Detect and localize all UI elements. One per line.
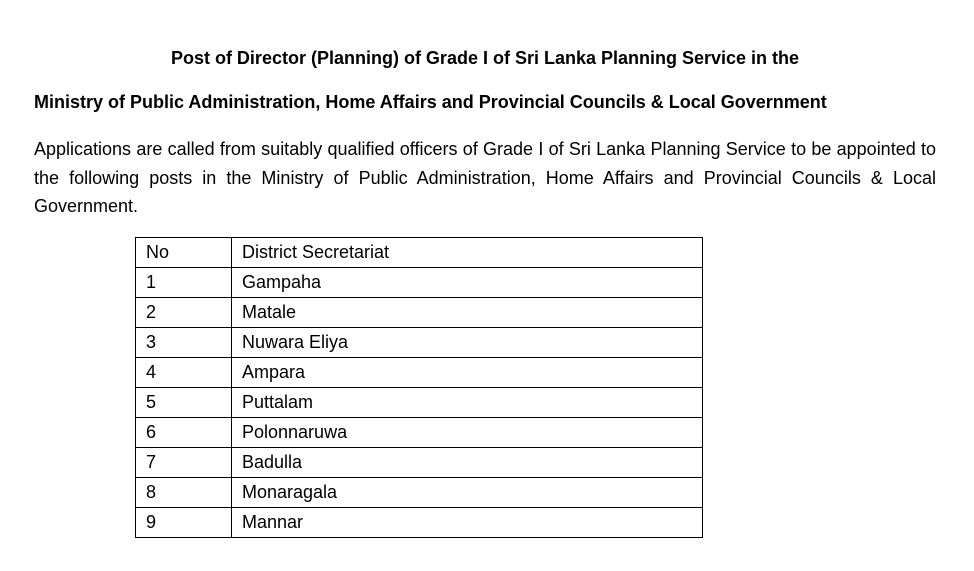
- row-number: 1: [136, 268, 232, 298]
- table-row: [136, 448, 703, 478]
- row-number: 4: [136, 358, 232, 388]
- row-number: 8: [136, 478, 232, 508]
- intro-paragraph: Applications are called from suitably qualified officers of Grade I of Sri Lanka Planning Service to be appointed to the following posts in the Ministry of Public Administration, Home Affairs and Provincial Councils & Local Government.: [34, 139, 936, 216]
- table-row: [136, 418, 703, 448]
- district-name: Monaragala: [232, 478, 703, 508]
- table-row: [136, 268, 703, 298]
- table-row: [136, 478, 703, 508]
- row-number: 2: [136, 298, 232, 328]
- district-name: Nuwara Eliya: [232, 328, 703, 358]
- post-title: Post of Director (Planning) of Grade I of Sri Lanka Planning Service in the: [170, 48, 800, 68]
- table-row: [136, 328, 703, 358]
- header-district: District Secretariat: [232, 238, 703, 268]
- row-number: 6: [136, 418, 232, 448]
- district-name: Mannar: [232, 508, 703, 538]
- district-table: [135, 237, 703, 538]
- table-row: [136, 298, 703, 328]
- row-number: 7: [136, 448, 232, 478]
- row-number: 3: [136, 328, 232, 358]
- row-number: 5: [136, 388, 232, 418]
- row-number: 9: [136, 508, 232, 538]
- district-name: Matale: [232, 298, 703, 328]
- table-row: [136, 358, 703, 388]
- district-name: Badulla: [232, 448, 703, 478]
- header-no: No: [136, 238, 232, 268]
- table-row: [136, 388, 703, 418]
- ministry-title: Ministry of Public Administration, Home Affairs and Provincial Councils & Local Government: [34, 92, 827, 112]
- district-name: Puttalam: [232, 388, 703, 418]
- district-name: Gampaha: [232, 268, 703, 298]
- table-header-row: [136, 238, 703, 268]
- district-name: Polonnaruwa: [232, 418, 703, 448]
- table-row: [136, 508, 703, 538]
- district-name: Ampara: [232, 358, 703, 388]
